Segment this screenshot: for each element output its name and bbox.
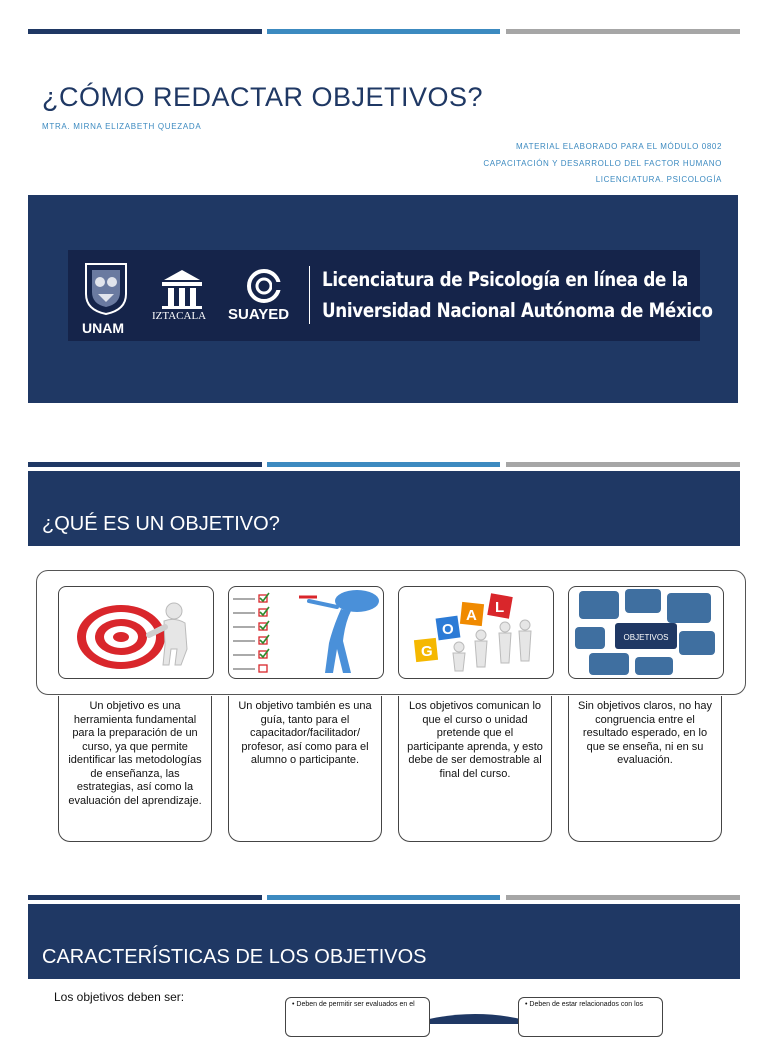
material-line-1: MATERIAL ELABORADO PARA EL MÓDULO 0802 [516, 142, 722, 151]
card-image-2 [228, 586, 384, 679]
section-title: ¿QUÉ ES UN OBJETIVO? [42, 513, 280, 535]
target-icon [59, 587, 213, 678]
accent-bar-blue [267, 29, 500, 34]
material-line-3: LICENCIATURA. PSICOLOGÍA [595, 175, 722, 184]
unam-crest-icon [80, 260, 132, 316]
banner-divider [309, 266, 310, 324]
accent-bar-blue [267, 895, 500, 900]
accent-bar-blue [267, 462, 500, 467]
banner-text [322, 264, 713, 326]
suayed-logo-icon [246, 268, 282, 304]
criteria-box-left: • Deben de permitir ser evaluados en el [285, 997, 430, 1037]
checklist-person-icon [229, 587, 383, 678]
material-info [483, 139, 722, 189]
svg-text:OBJETIVOS: OBJETIVOS [623, 633, 669, 642]
section-title: CARACTERÍSTICAS DE LOS OBJETIVOS [42, 946, 427, 968]
intro-text: Los objetivos deben ser: [54, 990, 185, 1004]
card-text-1: Un objetivo es una herramienta fundamental para la preparación de un curso, ya que permite identificar las metodologías de enseñanza, las estrategias, así como la evaluación del aprendizaje. [58, 696, 212, 842]
banner-line-2: Universidad Nacional Autónoma de México [322, 299, 713, 322]
iztacala-label: IZTACALA [152, 310, 207, 322]
unam-label: UNAM [82, 320, 124, 336]
card-text-2: Un objetivo también es una guía, tanto para el capacitador/facilitador/ profesor, así como para el alumno o participante. [228, 696, 382, 842]
section-header [28, 904, 740, 979]
accent-bar-gray [506, 29, 740, 34]
svg-text:O: O [442, 621, 454, 638]
card-image-4 [568, 586, 724, 679]
card-image-3 [398, 586, 554, 679]
iztacala-logo-icon [160, 268, 204, 310]
material-line-2: CAPACITACIÓN Y DESARROLLO DEL FACTOR HUMANO [483, 158, 722, 168]
goal-blocks-icon [399, 587, 553, 678]
card-image-1 [58, 586, 214, 679]
slide-title: ¿CÓMO REDACTAR OBJETIVOS? [42, 82, 484, 112]
author-name: MTRA. MIRNA ELIZABETH QUEZADA [42, 122, 202, 131]
puzzle-icon [569, 587, 723, 678]
accent-bar-gray [506, 462, 740, 467]
card-text-3: Los objetivos comunican lo que el curso o unidad pretende que el participante aprenda, y esto debe de ser demostrable al final del curso. [398, 696, 552, 842]
accent-bar-navy [28, 29, 262, 34]
card-text-4: Sin objetivos claros, no hay congruencia entre el resultado esperado, en lo que se enseña, ni en su evaluación. [568, 696, 722, 842]
svg-text:G: G [421, 643, 433, 660]
criteria-box-right: • Deben de estar relacionados con los [518, 997, 663, 1037]
section-header [28, 471, 740, 546]
suayed-label: SUAYED [228, 306, 290, 323]
accent-bar-gray [506, 895, 740, 900]
svg-text:L: L [495, 599, 505, 616]
banner-line-1: Licenciatura de Psicología en línea de la [322, 268, 688, 291]
svg-text:A: A [466, 607, 477, 624]
accent-bar-navy [28, 895, 262, 900]
accent-bar-navy [28, 462, 262, 467]
